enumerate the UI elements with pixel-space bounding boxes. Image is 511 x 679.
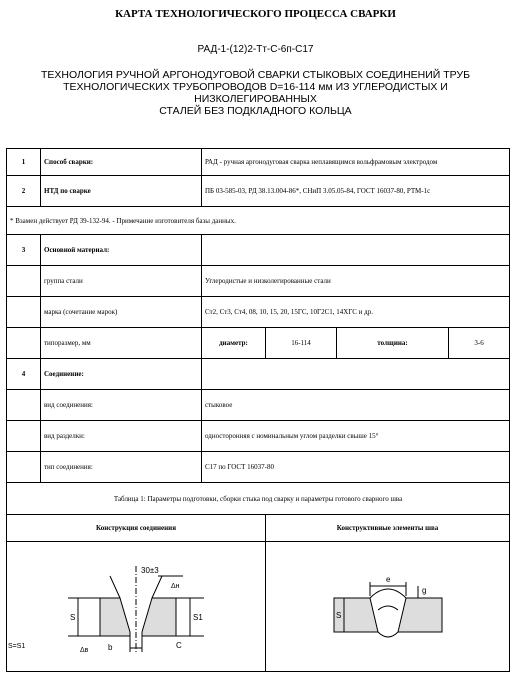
weld-width-e: e [386,575,391,584]
thickness-value: 3-6 [449,328,510,359]
joint-type-label: вид соединения: [41,390,202,421]
process-code: РАД-1-(12)2-Тт-С-6п-С17 [197,44,314,55]
reinforcement-g: g [422,586,427,595]
editor-note: * Взамен действует РД 39-132-94. - Примечание изготовителя базы данных. [7,207,510,235]
grades-label: марка (сочетание марок) [41,297,202,328]
grades-value: Ст2, Ст3, Ст4, 08, 10, 15, 20, 15ГС, 10Г2С1, 14ХГС и др. [202,297,510,328]
joint-design-figure [8,560,266,660]
row-number: 2 [7,176,41,207]
subtitle-line: ТЕХНОЛОГИЧЕСКИХ ТРУБОПРОВОДОВ D=16-114 мм ИЗ УГЛЕРОДИСТЫХ И НИЗКОЛЕГИРОВАННЫХ [63,81,448,105]
joint-type-value: стыковое [202,390,510,421]
land-c: C [176,641,182,650]
weld-elements-figure [274,560,506,660]
delta-h: Δн [171,583,180,590]
welding-method-label: Способ сварки: [41,149,202,176]
thickness-s1: S1 [193,613,203,622]
joint-label: Соединение: [41,359,202,390]
thickness-s: S [70,613,76,622]
size-label: типоразмер, мм [41,328,202,359]
delta-b: Δв [80,647,89,654]
document-title: КАРТА ТЕХНОЛОГИЧЕСКОГО ПРОЦЕССА СВАРКИ [115,8,396,20]
subtitle-line: СТАЛЕЙ БЕЗ ПОДКЛАДНОГО КОЛЬЦА [159,105,352,117]
steel-group-value: Углеродистые и низколегированные стали [202,266,510,297]
row-number: 1 [7,149,41,176]
row-number: 4 [7,359,41,390]
diameter-value: 16-114 [266,328,337,359]
edge-prep-value: односторонняя с номинальным углом разделки свыше 15° [202,421,510,452]
table1-caption: Таблица 1: Параметры подготовки, сборки стыка под сварку и параметры готового сварного шва [7,483,510,515]
row-number: 3 [7,235,41,266]
gap-b: b [108,643,113,652]
subtitle-line: ТЕХНОЛОГИЯ РУЧНОЙ АРГОНОДУГОВОЙ СВАРКИ СТЫКОВЫХ СОЕДИНЕНИЙ ТРУБ [41,69,470,81]
thickness-label: толщина: [337,328,449,359]
diameter-label: диаметр: [202,328,266,359]
thickness-footnote: S=S1 [8,643,26,650]
steel-group-label: группа стали [41,266,202,297]
angle-dimension: 30±3 [141,566,159,575]
process-subtitle [20,69,491,117]
joint-design-header: Конструкция соединения [7,515,266,542]
standards-label: НТД по сварке [41,176,202,207]
weld-elements-header: Конструктивные элементы шва [266,515,510,542]
joint-code-value: С17 по ГОСТ 16037-80 [202,452,510,483]
thickness-s: S [336,611,342,620]
welding-method-value: РАД - ручная аргонодуговая сварка неплавящимся вольфрамовым электродом [202,149,510,176]
standards-value: ПБ 03-585-03, РД 38.13.004-86*, СНиП 3.05.05-84, ГОСТ 16037-80, РТМ-1с [202,176,510,207]
joint-code-label: тип соединения: [41,452,202,483]
base-material-label: Основной материал: [41,235,202,266]
edge-prep-label: вид разделки: [41,421,202,452]
